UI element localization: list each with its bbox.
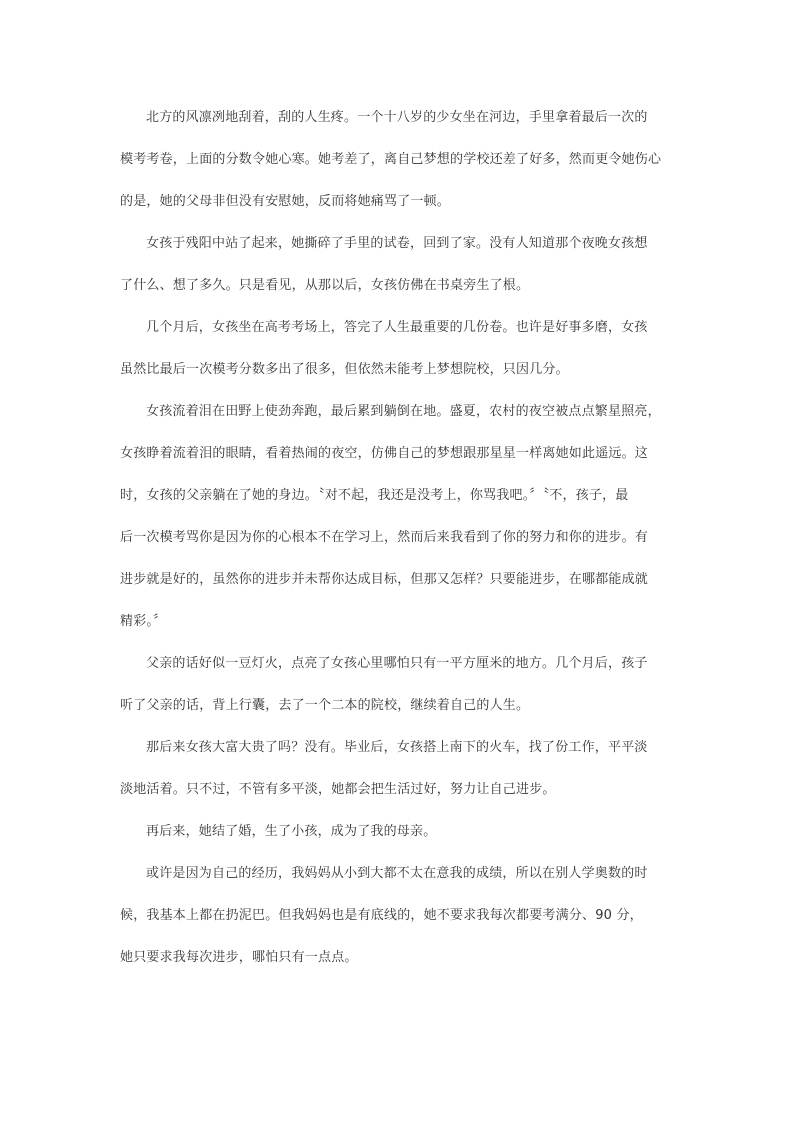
paragraph-4-line-5: 进步就是好的，虽然你的进步并未帮你达成目标，但那又怎样？只要能进步，在哪都能成就 (120, 572, 649, 587)
paragraph-4-line-4: 后一次模考骂你是因为你的心根本不在学习上，然而后来我看到了你的努力和你的进步。有 (120, 530, 649, 545)
paragraph-8-line-1: 或许是因为自己的经历，我妈妈从小到大都不太在意我的成绩，所以在别人学奥数的时 (146, 866, 648, 881)
paragraph-4-line-3: 时，女孩的父亲躺在了她的身边。〝对不起，我还是没考上，你骂我吧。〞〝不，孩子，最 (120, 488, 629, 503)
paragraph-8-line-3: 她只要求我每次进步，哪怕只有一点点。 (120, 950, 358, 965)
paragraph-5-line-1: 父亲的话好似一豆灯火，点亮了女孩心里哪怕只有一平方厘米的地方。几个月后，孩子 (146, 656, 648, 671)
paragraph-3-line-2: 虽然比最后一次模考分数多出了很多，但依然未能考上梦想院校，只因几分。 (120, 362, 569, 377)
paragraph-1-line-2: 模考考卷，上面的分数令她心寒。她考差了，离自己梦想的学校还差了好多，然而更令她伤心 (120, 152, 662, 167)
paragraph-6-line-2: 淡地活着。只不过，不管有多平淡，她都会把生活过好，努力让自己进步。 (120, 782, 556, 797)
paragraph-4-line-6: 精彩。〞 (120, 614, 167, 629)
paragraph-2-line-1: 女孩于残阳中站了起来，她撕碎了手里的试卷，回到了家。没有人知道那个夜晚女孩想 (146, 236, 648, 251)
paragraph-4-line-2: 女孩睁着流着泪的眼睛，看着热闹的夜空，仿佛自己的梦想跟那星星一样离她如此遥远。这 (120, 446, 649, 461)
paragraph-5-line-2: 听了父亲的话，背上行囊，去了一个二本的院校，继续着自己的人生。 (120, 698, 530, 713)
paragraph-2-line-2: 了什么、想了多久。只是看见，从那以后，女孩仿佛在书桌旁生了根。 (120, 278, 530, 293)
paragraph-3-line-1: 几个月后，女孩坐在高考考场上，答完了人生最重要的几份卷。也许是好事多磨，女孩 (146, 320, 648, 335)
paragraph-7-line-1: 再后来，她结了婚，生了小孩，成为了我的母亲。 (146, 824, 437, 839)
paragraph-8-line-2: 候，我基本上都在扔泥巴。但我妈妈也是有底线的，她不要求我每次都要考满分、90 分， (120, 908, 643, 923)
paragraph-1-line-1: 北方的风凛冽地刮着，刮的人生疼。一个十八岁的少女坐在河边，手里拿着最后一次的 (146, 110, 648, 125)
paragraph-6-line-1: 那后来女孩大富大贵了吗？没有。毕业后，女孩搭上南下的火车，找了份工作，平平淡 (146, 740, 648, 755)
paragraph-1-line-3: 的是，她的父母非但没有安慰她，反而将她痛骂了一顿。 (120, 194, 451, 209)
paragraph-4-line-1: 女孩流着泪在田野上使劲奔跑，最后累到躺倒在地。盛夏，农村的夜空被点点繁星照亮， (146, 404, 661, 419)
